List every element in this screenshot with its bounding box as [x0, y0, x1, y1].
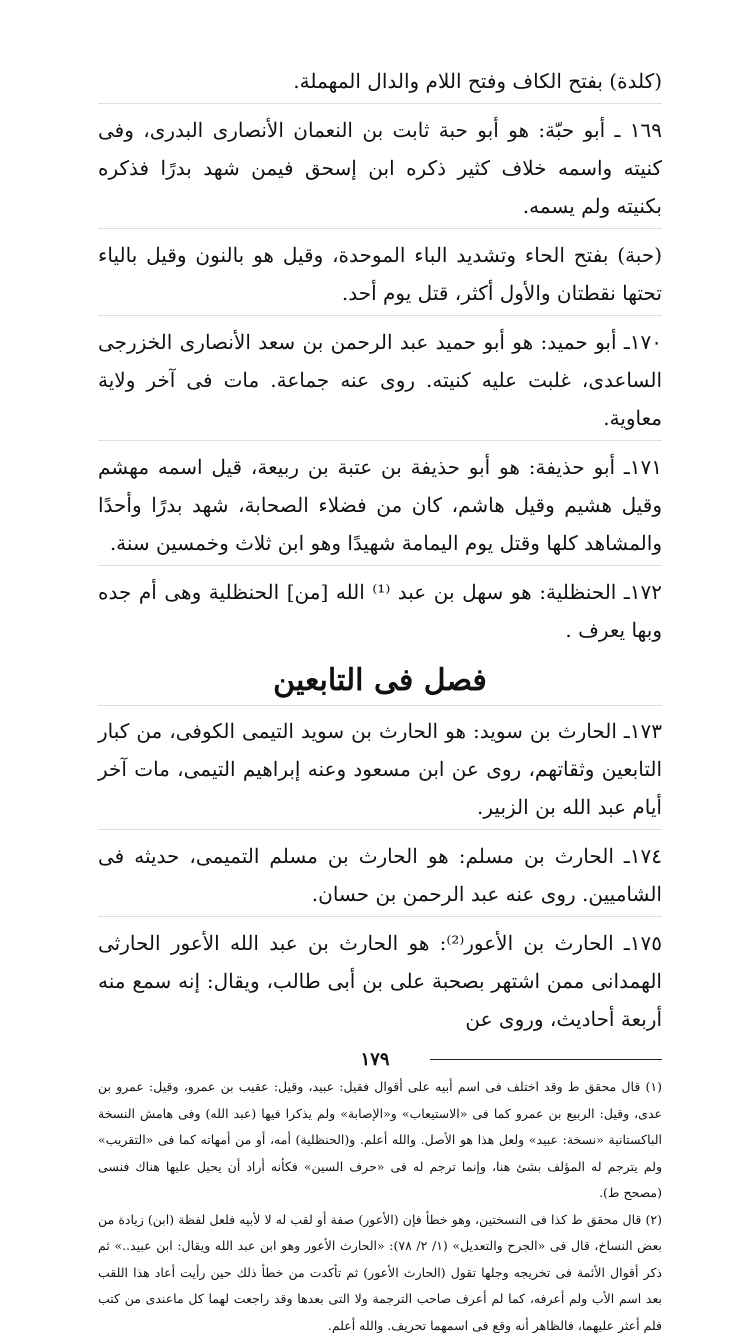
entry-171-abu-hudhaifa: ١٧١ـ أبو حذيفة: هو أبو حذيفة بن عتبة بن ربيعة، قيل اسمه مهشم وقيل هشيم وقيل هاشم، كان من فضلاء الصحابة، شهد بدرًا وأحدًا والمشاهد كلها وقتل يوم اليمامة شهيدًا وهو ابن ثلاث وخمسين سنة. — [98, 448, 662, 566]
entry-174-harith-ibn-muslim: ١٧٤ـ الحارث بن مسلم: هو الحارث بن مسلم التميمى، حديثه فى الشاميين. روى عنه عبد الرحمن بن حسان. — [98, 837, 662, 917]
main-text — [98, 62, 662, 1041]
section-heading: فصل فى التابعين — [98, 659, 662, 706]
entry-169-abu-habba: ١٦٩ ـ أبو حبّة: هو أبو حبة ثابت بن النعمان الأنصارى البدرى، وفى كنيته واسمه خلاف كثير ذكره ابن إسحق فيمن شهد بدرًا فذكره بكنيته ولم يسمه. — [98, 111, 662, 229]
entry-172-hanzaliyya: ١٧٢ـ الحنظلية: هو سهل بن عبد ⁽¹⁾ الله [من] الحنظلية وهى أم جده وبها يعرف . — [98, 573, 662, 652]
page-number: ١٧٩ — [0, 1049, 750, 1070]
entry-173-harith-ibn-suwaid: ١٧٣ـ الحارث بن سويد: هو الحارث بن سويد التيمى الكوفى، من كبار التابعين وثقاتهم، روى عن ابن مسعود وعنه إبراهيم التيمى، مات آخر أيام عبد الله بن الزبير. — [98, 712, 662, 830]
entry-170-abu-humaid: ١٧٠ـ أبو حميد: هو أبو حميد عبد الرحمن بن سعد الأنصارى الخزرجى الساعدى، غلبت عليه كنيته. روى عنه جماعة. مات فى آخر ولاية معاوية. — [98, 323, 662, 441]
footnote-2: (٢) قال محقق ط كذا فى النسختين، وهو خطأ فإن (الأعور) صفة أو لقب له لا لأبيه فلعل لفظة (ابن) زيادة من بعض النساخ، قال فى «الجرح والتعديل» (١/ ٢/ ٧٨): «الحارث الأعور وهو ابن عبد الله ويقال: ابن عبيد..» ثم ذكر أقوال الأئمة فى تخريجه وجلها تقول (الحارث الأعور) ثم تأكدت من خطأ ذلك حين رأيت أعاد هذا اللقب بعد اسم الأب ولم أعرفه، كما لم أعرف صاحب الترجمة ولا التى بعدها وقد راجعت لهما كل ماعندى من كتب فلم أعثر عليهما، فالظاهر أنه وقع فى اسمهما تحريف. والله أعلم. — [98, 1207, 662, 1339]
paragraph-kalda: (كلدة) بفتح الكاف وفتح اللام والدال المهملة. — [98, 62, 662, 104]
paragraph-habba-note: (حبة) بفتح الحاء وتشديد الباء الموحدة، وقيل هو بالنون وقيل بالياء تحتها نقطتان والأول أكثر، قتل يوم أحد. — [98, 236, 662, 316]
footnote-1: (١) قال محقق ط وقد اختلف فى اسم أبيه على أقوال فقيل: عبيد، وقيل: عقيب بن عمرو، وقيل: عمرو بن عدى، وقيل: الربيع بن عمرو كما فى «الاستيعاب» و«الإصابة» ولم يذكرا فيها (عبد الله) وفى هامش النسخة الباكستانية «نسخة: عبيد» ولعل هذا هو الأصل. والله أعلم. و(الحنظلية) أمه، أو من أمهاته كما فى «التقريب» ولم يترجم له المؤلف بشئ هنا، وإنما ترجم له فى «حرف السين» فكأنه أراد أن يحيل عليها هناك فنسى (مصحح ط). — [98, 1074, 662, 1207]
entry-175-harith-al-awar: ١٧٥ـ الحارث بن الأعور⁽²⁾: هو الحارث بن عبد الله الأعور الحارثى الهمدانى ممن اشتهر بصحبة على بن أبى طالب، ويقال: إنه سمع منه أربعة أحاديث، وروى عن — [98, 924, 662, 1041]
